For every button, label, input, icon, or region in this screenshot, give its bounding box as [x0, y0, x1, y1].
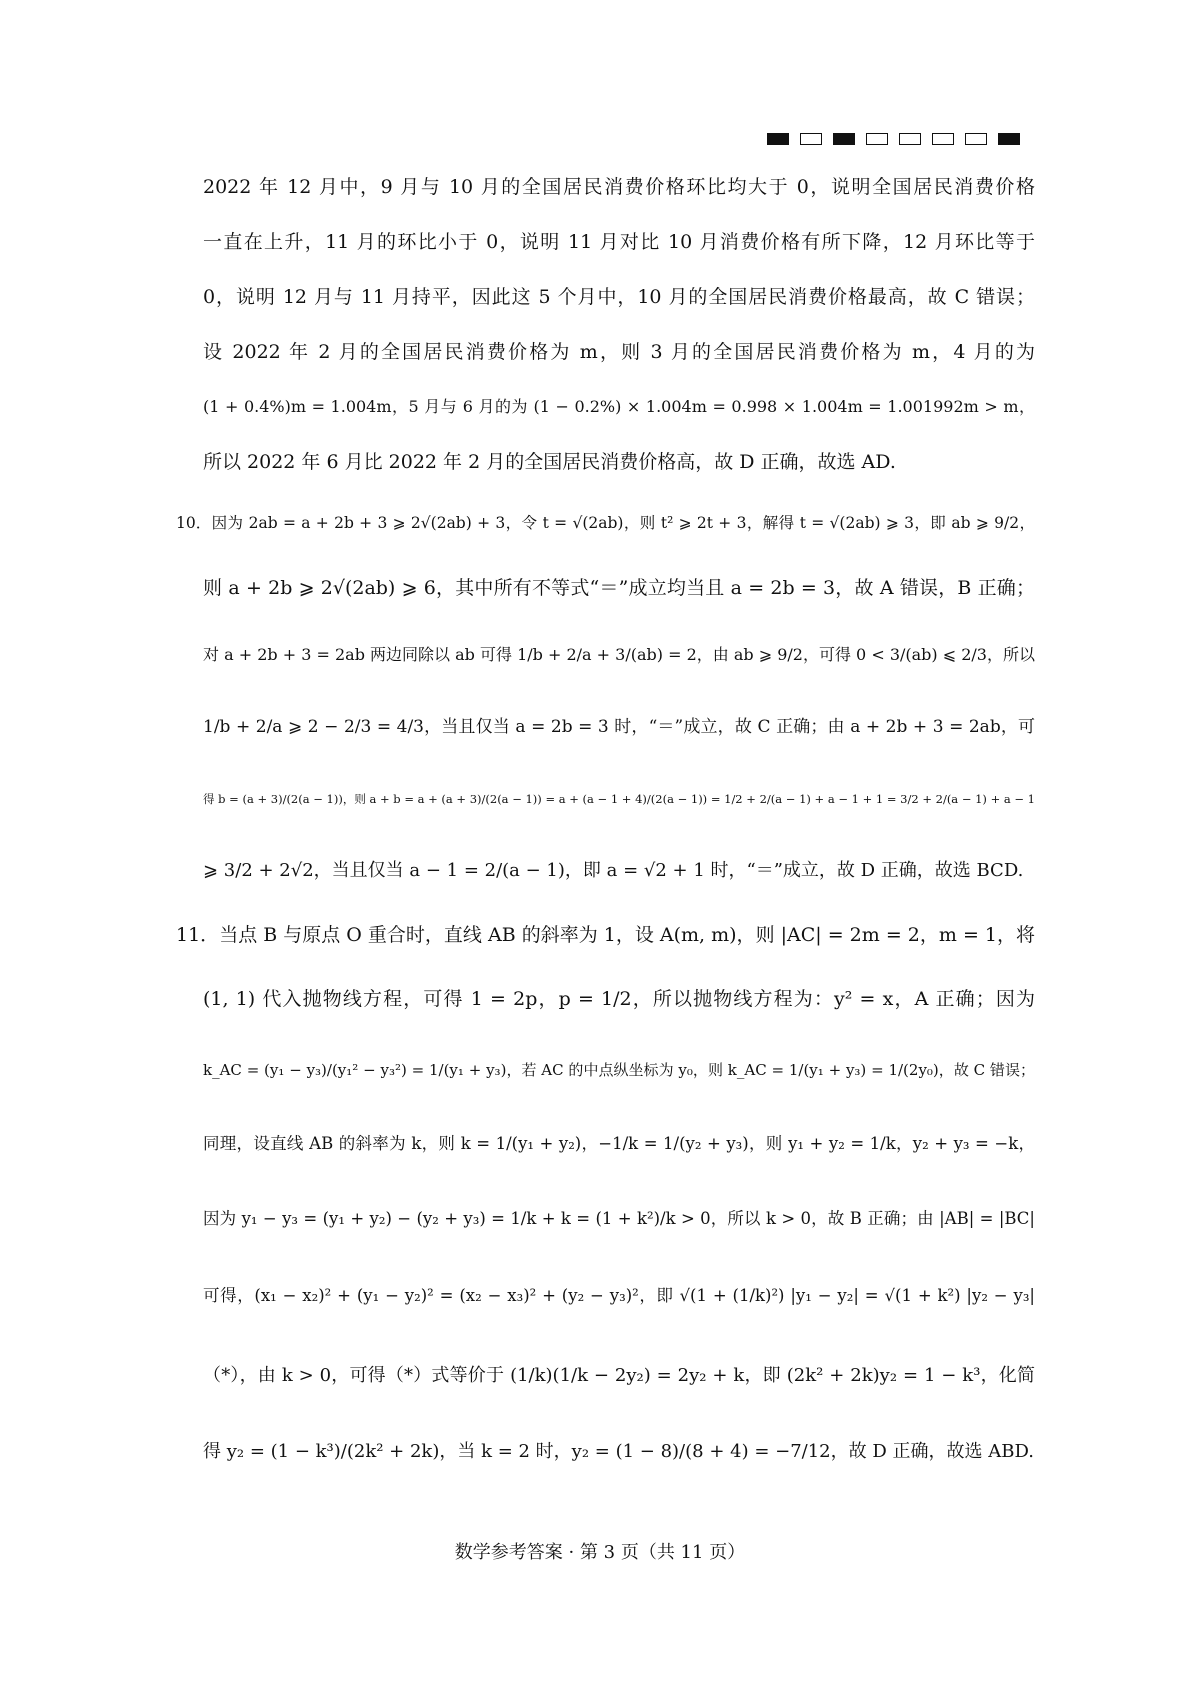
- q10-line-5: 得 b = (a + 3)/(2(a − 1))，则 a + b = a + (a + 3)/(2(a − 1)) = a + (a − 1 + 4)/(2(a − 1)) = 1/2 + 2/(a − 1) + a − 1 + 1 = 3/2 + 2/(a − 1) + a − 1: [203, 792, 1035, 806]
- q10-line-1-text: 因为 2ab = a + 2b + 3 ⩾ 2√(2ab) + 3，令 t = √(2ab)，则 t² ⩾ 2t + 3，解得 t = √(2ab) ⩾ 3，即 ab ⩾ 9/2，: [211, 514, 1035, 532]
- header-mark-5: [899, 133, 921, 145]
- header-mark-1: [767, 133, 789, 145]
- q11-line-7: （*），由 k > 0，可得（*）式等价于 (1/k)(1/k − 2y₂) = 2y₂ + k，即 (2k² + 2k)y₂ = 1 − k³，化简: [203, 1365, 1035, 1386]
- q10-line-4: 1/b + 2/a ⩾ 2 − 2/3 = 4/3，当且仅当 a = 2b = 3 时，“＝”成立，故 C 正确；由 a + 2b + 3 = 2ab，可: [203, 717, 1035, 737]
- q11-line-8: 得 y₂ = (1 − k³)/(2k² + 2k)，当 k = 2 时，y₂ = (1 − 8)/(8 + 4) = −7/12，故 D 正确，故选 ABD.: [203, 1441, 1034, 1462]
- q11-line-1: [176, 920, 1035, 950]
- q11-line-6: 可得，(x₁ − x₂)² + (y₁ − y₂)² = (x₂ − x₃)² + (y₂ − y₃)²，即 √(1 + (1/k)²) |y₁ − y₂| = √(1 + k²) |y₂ − y₃|: [203, 1286, 1035, 1305]
- q9-line-1: 2022 年 12 月中，9 月与 10 月的全国居民消费价格环比均大于 0，说明全国居民消费价格: [203, 176, 1035, 198]
- q9-line-6: 所以 2022 年 6 月比 2022 年 2 月的全国居民消费价格高，故 D 正确，故选 AD.: [203, 451, 896, 473]
- header-mark-2: [800, 133, 822, 145]
- q11-line-2: (1, 1) 代入抛物线方程，可得 1 = 2p，p = 1/2，所以抛物线方程为：y² = x，A 正确；因为: [203, 988, 1035, 1010]
- q10-line-1: [176, 508, 1035, 538]
- q10-line-3: 对 a + 2b + 3 = 2ab 两边同除以 ab 可得 1/b + 2/a + 3/(ab) = 2，由 ab ⩾ 9/2，可得 0 < 3/(ab) ⩽ 2/3，所以: [203, 645, 1035, 664]
- header-mark-7: [965, 133, 987, 145]
- header-mark-4: [866, 133, 888, 145]
- q11-line-5: 因为 y₁ − y₃ = (y₁ + y₂) − (y₂ + y₃) = 1/k + k = (1 + k²)/k > 0，所以 k > 0，故 B 正确；由 |AB| = |BC|: [203, 1209, 1035, 1228]
- q11-number: 11．: [176, 924, 220, 946]
- header-mark-8: [998, 133, 1020, 145]
- q9-line-5: (1 + 0.4%)m = 1.004m，5 月与 6 月的为 (1 − 0.2%) × 1.004m = 0.998 × 1.004m = 1.001992m > m，: [203, 397, 1035, 416]
- q9-line-4: 设 2022 年 2 月的全国居民消费价格为 m，则 3 月的全国居民消费价格为 m，4 月的为: [203, 341, 1035, 363]
- q10-line-2: 则 a + 2b ⩾ 2√(2ab) ⩾ 6，其中所有不等式“＝”成立均当且 a = 2b = 3，故 A 错误，B 正确；: [203, 577, 1035, 599]
- q11-line-4: 同理，设直线 AB 的斜率为 k，则 k = 1/(y₁ + y₂)，−1/k = 1/(y₂ + y₃)，则 y₁ + y₂ = 1/k，y₂ + y₃ = −k，: [203, 1134, 1035, 1153]
- q11-line-3: k_AC = (y₁ − y₃)/(y₁² − y₃²) = 1/(y₁ + y₃)，若 AC 的中点纵坐标为 y₀，则 k_AC = 1/(y₁ + y₃) = 1/(2y₀)，故 C 错误；: [203, 1061, 1035, 1079]
- q9-line-3: 0，说明 12 月与 11 月持平，因此这 5 个月中，10 月的全国居民消费价格最高，故 C 错误；: [203, 286, 1035, 308]
- page-footer: 数学参考答案 · 第 3 页（共 11 页）: [454, 1542, 746, 1563]
- q10-number: 10．: [176, 514, 212, 532]
- q10-line-6: ⩾ 3/2 + 2√2，当且仅当 a − 1 = 2/(a − 1)，即 a = √2 + 1 时，“＝”成立，故 D 正确，故选 BCD.: [203, 860, 1024, 881]
- header-marks: [767, 133, 1020, 145]
- header-mark-3: [833, 133, 855, 145]
- q9-line-2: 一直在上升，11 月的环比小于 0，说明 11 月对比 10 月消费价格有所下降，12 月环比等于: [203, 231, 1035, 253]
- q11-line-1-text: 当点 B 与原点 O 重合时，直线 AB 的斜率为 1，设 A(m, m)，则 |AC| = 2m = 2，m = 1，将: [219, 924, 1035, 946]
- header-mark-6: [932, 133, 954, 145]
